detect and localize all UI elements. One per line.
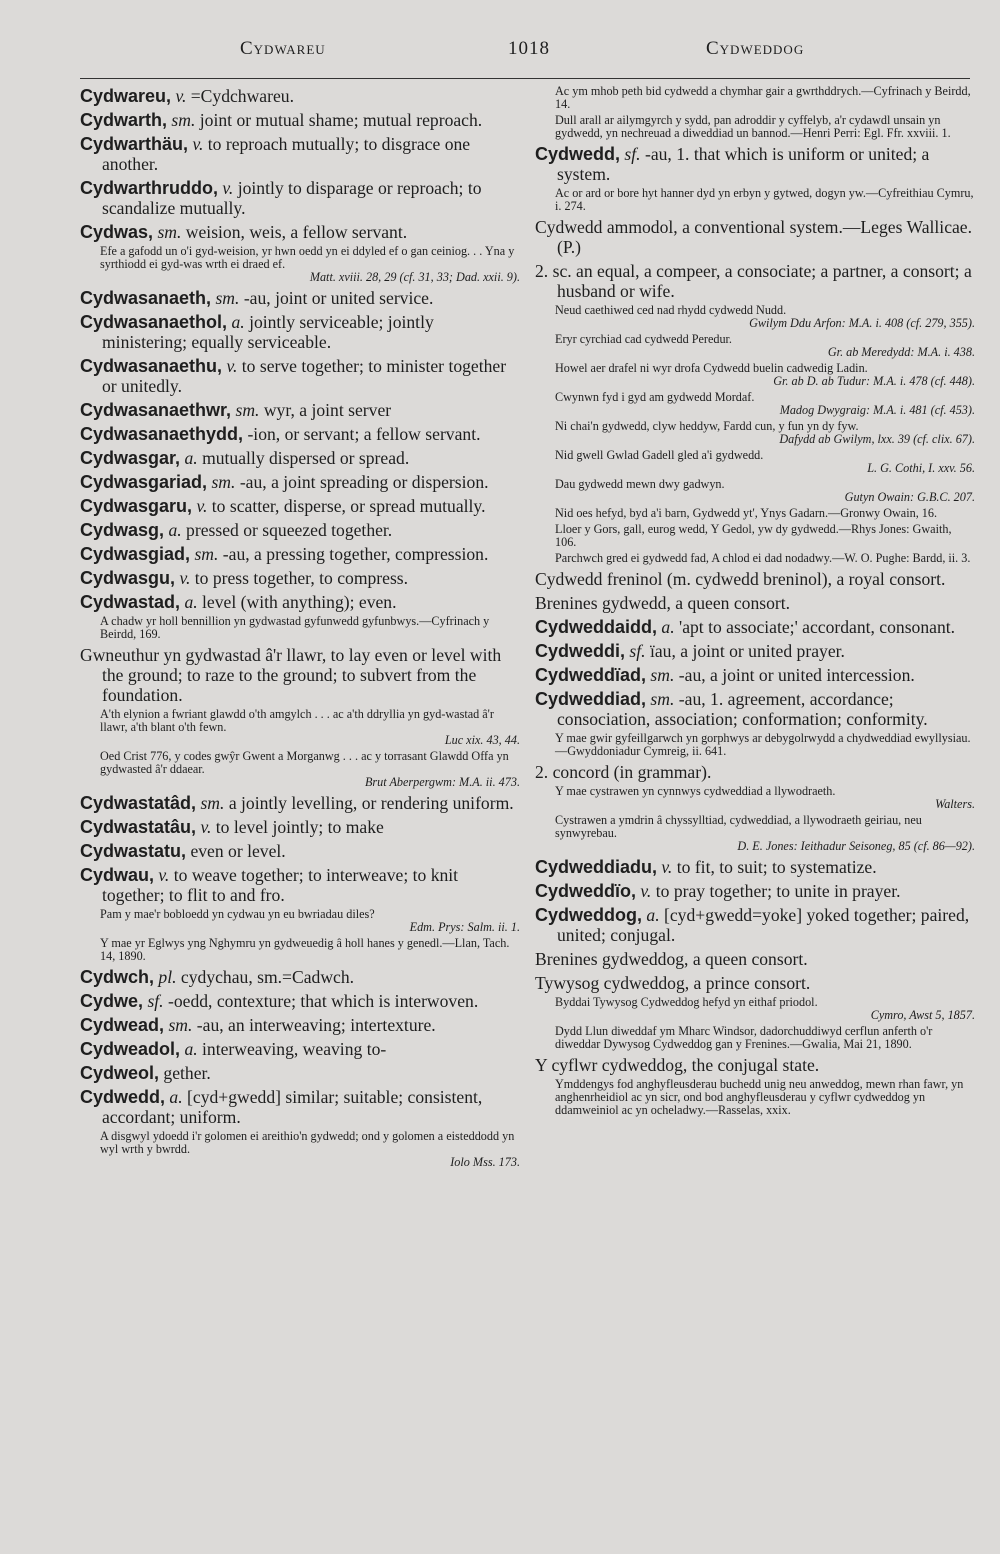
citation-text: Nid gwell Gwlad Gadell gled a'i gydwedd. bbox=[555, 448, 764, 462]
citation-source: Dafydd ab Gwilym, lxx. 39 (cf. clix. 67). bbox=[779, 432, 975, 446]
part-of-speech: sm. bbox=[235, 400, 260, 420]
part-of-speech: v. bbox=[175, 86, 187, 106]
headword: Cydwastatâu, bbox=[80, 817, 197, 837]
headword: Cydweadol, bbox=[80, 1039, 181, 1059]
part-of-speech: sf. bbox=[147, 991, 164, 1011]
phrase-entry: Gwneuthur yn gydwastad â'r llawr, to lay even or level with the ground; to raze to the ground; to subvert from the foundation. bbox=[80, 645, 502, 705]
citation-source: Iolo Mss. 173. bbox=[450, 1155, 520, 1169]
part-of-speech: sm. bbox=[168, 1015, 193, 1035]
definition: to weave together; to interweave; to knit together; to flit to and fro. bbox=[102, 865, 459, 905]
citation bbox=[535, 85, 975, 111]
part-of-speech: a. bbox=[184, 448, 198, 468]
dictionary-entry bbox=[80, 178, 520, 218]
phrase-entry: Brenines gydwedd, a queen consort. bbox=[535, 593, 791, 613]
running-head-left: Cydwareu bbox=[240, 38, 326, 59]
phrase-entry: Brenines gydweddog, a queen consort. bbox=[535, 949, 808, 969]
citation bbox=[535, 1078, 975, 1117]
dictionary-entry bbox=[80, 312, 520, 352]
citation-text: Ac ym mhob peth bid cydwedd a chymhar gair a gwrthddrych.—Cyfrinach y Beirdd, 14. bbox=[555, 84, 971, 111]
citation-text: Oed Crist 776, y codes gwŷr Gwent a Morganwg . . . ac y torrasant Glawdd Offa yn gydwasted â'r ddaear. bbox=[100, 749, 509, 776]
dictionary-entry bbox=[80, 841, 520, 861]
dictionary-entry bbox=[535, 857, 975, 877]
citation-text: Ymddengys fod anghyfleusderau buchedd unig neu anweddog, mewn rhan fawr, yn anghenrheidiol ac yn sicr, ond bod anghyfleusderau y cyflwr cydweddog yn ddamweiniol ac yn ocheladwy.—Rasselas, xxix. bbox=[555, 1077, 964, 1117]
headword: Cydwasgiad, bbox=[80, 544, 191, 564]
definition: [cyd+gwedd=yoke] yoked together; paired, united; conjugal. bbox=[557, 905, 970, 945]
dictionary-entry bbox=[80, 110, 520, 130]
dictionary-entry bbox=[80, 222, 520, 242]
definition: wyr, a joint server bbox=[263, 400, 392, 420]
definition: -au, 1. that which is uniform or united; a system. bbox=[557, 144, 930, 184]
dictionary-entry bbox=[535, 881, 975, 901]
definition: interweaving, weaving to- bbox=[202, 1039, 387, 1059]
part-of-speech: v. bbox=[200, 817, 212, 837]
headword: Cydwasg, bbox=[80, 520, 165, 540]
part-of-speech: v. bbox=[192, 134, 204, 154]
dictionary-entry bbox=[535, 689, 975, 729]
headword: Cydwead, bbox=[80, 1015, 165, 1035]
definition: to pray together; to unite in prayer. bbox=[655, 881, 901, 901]
citation bbox=[80, 245, 520, 271]
definition: a jointly levelling, or rendering uniform. bbox=[228, 793, 514, 813]
citation-source: Gutyn Owain: G.B.C. 207. bbox=[844, 490, 975, 504]
definition: =Cydchwareu. bbox=[190, 86, 294, 106]
citation bbox=[80, 708, 520, 734]
dictionary-entry bbox=[80, 793, 520, 813]
part-of-speech: sm. bbox=[211, 472, 236, 492]
page-number: 1018 bbox=[508, 38, 550, 59]
citation-text: Lloer y Gors, gall, eurog wedd, Y Gedol, yw dy gydwedd.—Rhys Jones: Gwaith, 106. bbox=[555, 522, 952, 549]
headword: Cydwarthruddo, bbox=[80, 178, 218, 198]
citation-text: Byddai Tywysog Cydweddog hefyd yn eithaf priodol. bbox=[555, 995, 818, 1009]
definition: to press together, to compress. bbox=[194, 568, 409, 588]
definition: -au, an interweaving; intertexture. bbox=[196, 1015, 436, 1035]
definition: joint or mutual shame; mutual reproach. bbox=[199, 110, 483, 130]
citation-text: Cystrawen a ymdrin â chyssylltiad, cydweddiad, a llywodraeth geiriau, neu synwyrebau. bbox=[555, 813, 922, 840]
citation-source: Gr. ab Meredydd: M.A. i. 438. bbox=[827, 345, 975, 359]
dictionary-entry bbox=[535, 641, 975, 661]
dictionary-entry bbox=[80, 991, 520, 1011]
definition: -ion, or servant; a fellow servant. bbox=[247, 424, 481, 444]
phrase-entry: 2. sc. an equal, a compeer, a consociate; a partner, a consort; a husband or wife. bbox=[535, 261, 972, 301]
left-column bbox=[80, 82, 520, 1169]
definition: -au, 1. agreement, accordance; consociation, association; conformation; conformity. bbox=[557, 689, 928, 729]
definition: weision, weis, a fellow servant. bbox=[185, 222, 408, 242]
headword: Cydwedd, bbox=[535, 144, 621, 164]
dictionary-entry bbox=[80, 1015, 520, 1035]
citation-text: Nid oes hefyd, byd a'i barn, Gydwedd yt', Ynys Gadarn.—Gronwy Owain, 16. bbox=[555, 506, 938, 520]
citation-source: Madog Dwygraig: M.A. i. 481 (cf. 453). bbox=[779, 403, 975, 417]
part-of-speech: a. bbox=[646, 905, 660, 925]
definition: to level jointly; to make bbox=[215, 817, 384, 837]
phrase-entry: Cydwedd ammodol, a conventional system.—Leges Wallicae. (P.) bbox=[535, 217, 973, 257]
dictionary-entry bbox=[80, 568, 520, 588]
definition: even or level. bbox=[190, 841, 286, 861]
dictionary-entry bbox=[80, 1039, 520, 1059]
headword: Cydwarth, bbox=[80, 110, 168, 130]
citation-text: Eryr cyrchiad cad cydwedd Peredur. bbox=[555, 332, 732, 346]
citation bbox=[80, 937, 520, 963]
dictionary-entry bbox=[80, 424, 520, 444]
running-head-right: Cydweddog bbox=[706, 38, 805, 59]
citation-source: Gwilym Ddu Arfon: M.A. i. 408 (cf. 279, 355). bbox=[749, 316, 975, 330]
citation-source: D. E. Jones: Ieithadur Seisoneg, 85 (cf. 86—92). bbox=[737, 839, 975, 853]
definition: -oedd, contexture; that which is interwoven. bbox=[167, 991, 479, 1011]
citation bbox=[80, 1130, 520, 1156]
headword: Cydweddïo, bbox=[535, 881, 637, 901]
citation-source: Luc xix. 43, 44. bbox=[444, 733, 520, 747]
dictionary-entry bbox=[535, 617, 975, 637]
headword: Cydwasanaeth, bbox=[80, 288, 212, 308]
headword: Cydwasgariad, bbox=[80, 472, 208, 492]
headword: Cydweddog, bbox=[535, 905, 642, 925]
part-of-speech: v. bbox=[196, 496, 208, 516]
phrase-entry: Tywysog cydweddog, a prince consort. bbox=[535, 973, 811, 993]
dictionary-entry bbox=[80, 817, 520, 837]
citation bbox=[535, 814, 975, 840]
part-of-speech: sm. bbox=[157, 222, 182, 242]
citation bbox=[535, 523, 975, 549]
headword: Cydwasanaethu, bbox=[80, 356, 223, 376]
part-of-speech: sm. bbox=[215, 288, 240, 308]
headword: Cydwasgaru, bbox=[80, 496, 193, 516]
headword: Cydwasgu, bbox=[80, 568, 176, 588]
dictionary-entry bbox=[80, 134, 520, 174]
headword: Cydwasanaethwr, bbox=[80, 400, 232, 420]
dictionary-entry bbox=[80, 400, 520, 420]
definition: [cyd+gwedd] similar; suitable; consistent, accordant; uniform. bbox=[102, 1087, 483, 1127]
dictionary-entry bbox=[80, 967, 520, 987]
headword: Cydweddïad, bbox=[535, 665, 647, 685]
definition: 'apt to associate;' accordant, consonant. bbox=[679, 617, 956, 637]
dictionary-entry bbox=[80, 356, 520, 396]
citation bbox=[80, 750, 520, 776]
citation-text: Ac or ard or bore hyt hanner dyd yn erbyn y gytwed, dogyn yw.—Cyfreithiau Cymru, i. 274. bbox=[555, 186, 974, 213]
dictionary-entry bbox=[80, 448, 520, 468]
headword: Cydwas, bbox=[80, 222, 154, 242]
headword: Cydwarthäu, bbox=[80, 134, 189, 154]
part-of-speech: v. bbox=[226, 356, 238, 376]
citation-text: Parchwch gred ei gydwedd fad, A chlod ei dad nodadwy.—W. O. Pughe: Bardd, ii. 3. bbox=[555, 551, 971, 565]
definition: to fit, to suit; to systematize. bbox=[676, 857, 877, 877]
part-of-speech: v. bbox=[158, 865, 170, 885]
definition: jointly serviceable; jointly ministering; equally serviceable. bbox=[102, 312, 434, 352]
citation-source: Edm. Prys: Salm. ii. 1. bbox=[409, 920, 520, 934]
citation bbox=[535, 507, 975, 520]
headword: Cydweddiadu, bbox=[535, 857, 658, 877]
definition: to serve together; to minister together or unitedly. bbox=[102, 356, 507, 396]
dictionary-entry bbox=[80, 520, 520, 540]
part-of-speech: a. bbox=[169, 1087, 183, 1107]
citation bbox=[80, 615, 520, 641]
headword: Cydweddi, bbox=[535, 641, 626, 661]
phrase-entry: Cydwedd freninol (m. cydwedd breninol), a royal consort. bbox=[535, 569, 946, 589]
dictionary-entry bbox=[535, 905, 975, 945]
part-of-speech: v. bbox=[222, 178, 234, 198]
part-of-speech: sm. bbox=[171, 110, 196, 130]
headword: Cydweol, bbox=[80, 1063, 160, 1083]
definition: -au, joint or united service. bbox=[243, 288, 434, 308]
citation bbox=[535, 552, 975, 565]
citation-text: Efe a gafodd un o'i gyd-weision, yr hwn oedd yn ei ddyled ef o gan ceiniog. . . Yna y syrthiodd ei gyd-was wrth ei draed ef. bbox=[100, 244, 515, 271]
header-rule bbox=[80, 78, 970, 79]
definition: cydychau, sm.=Cadwch. bbox=[180, 967, 355, 987]
citation-source: L. G. Cothi, I. xxv. 56. bbox=[867, 461, 975, 475]
citation-source: Gr. ab D. ab Tudur: M.A. i. 478 (cf. 448). bbox=[773, 374, 975, 388]
citation-text: Cwynwn fyd i gyd am gydwedd Mordaf. bbox=[555, 390, 755, 404]
headword: Cydwasgar, bbox=[80, 448, 181, 468]
citation-text: Y mae cystrawen yn cynnwys cydweddiad a llywodraeth. bbox=[555, 784, 836, 798]
headword: Cydwch, bbox=[80, 967, 155, 987]
dictionary-entry bbox=[535, 665, 975, 685]
definition: pressed or squeezed together. bbox=[186, 520, 393, 540]
part-of-speech: sm. bbox=[650, 689, 675, 709]
citation bbox=[535, 114, 975, 140]
headword: Cydweddaidd, bbox=[535, 617, 658, 637]
dictionary-entry bbox=[80, 1087, 520, 1127]
dictionary-entry bbox=[80, 496, 520, 516]
part-of-speech: sm. bbox=[650, 665, 675, 685]
dictionary-entry bbox=[80, 86, 520, 106]
citation bbox=[535, 1025, 975, 1051]
headword: Cydwastatu, bbox=[80, 841, 187, 861]
headword: Cydwasanaethol, bbox=[80, 312, 228, 332]
definition: to reproach mutually; to disgrace one another. bbox=[102, 134, 471, 174]
dictionary-entry bbox=[80, 865, 520, 905]
citation-text: Ni chai'n gydwedd, clyw heddyw, Fardd cun, y fun yn dy fyw. bbox=[555, 419, 859, 433]
part-of-speech: sm. bbox=[194, 544, 219, 564]
citation bbox=[535, 785, 975, 798]
definition: jointly to disparage or reproach; to scandalize mutually. bbox=[102, 178, 482, 218]
phrase-entry: Y cyflwr cydweddog, the conjugal state. bbox=[535, 1055, 820, 1075]
citation bbox=[535, 732, 975, 758]
part-of-speech: a. bbox=[184, 1039, 198, 1059]
definition: -au, a joint or united intercession. bbox=[678, 665, 915, 685]
headword: Cydweddiad, bbox=[535, 689, 647, 709]
citation-text: Pam y mae'r bobloedd yn cydwau yn eu bwriadau diles? bbox=[100, 907, 375, 921]
headword: Cydwareu, bbox=[80, 86, 172, 106]
definition: -au, a joint spreading or dispersion. bbox=[239, 472, 489, 492]
citation-text: A disgwyl ydoedd i'r golomen ei areithio'n gydwedd; ond y golomen a eisteddodd yn wyl wrth y bwrdd. bbox=[100, 1129, 515, 1156]
citation-text: Neud caethiwed ced nad rhydd cydwedd Nudd. bbox=[555, 303, 787, 317]
part-of-speech: a. bbox=[168, 520, 182, 540]
citation-text: Y mae gwir gyfeillgarwch yn gorphwys ar debygolrwydd a chydweddiad ewyllysiau.—Gwyddoniadur Cymreig, ii. 641. bbox=[555, 731, 971, 758]
definition: to scatter, disperse, or spread mutually. bbox=[211, 496, 486, 516]
headword: Cydwe, bbox=[80, 991, 144, 1011]
citation-source: Brut Aberpergwm: M.A. ii. 473. bbox=[364, 775, 520, 789]
part-of-speech: v. bbox=[179, 568, 191, 588]
headword: Cydwastatâd, bbox=[80, 793, 197, 813]
part-of-speech: v. bbox=[640, 881, 652, 901]
citation-text: Dau gydwedd mewn dwy gadwyn. bbox=[555, 477, 725, 491]
part-of-speech: sf. bbox=[624, 144, 641, 164]
definition: mutually dispersed or spread. bbox=[202, 448, 410, 468]
dictionary-entry bbox=[80, 472, 520, 492]
headword: Cydwastad, bbox=[80, 592, 181, 612]
definition: level (with anything); even. bbox=[202, 592, 397, 612]
dictionary-entry bbox=[80, 1063, 520, 1083]
part-of-speech: sf. bbox=[629, 641, 646, 661]
headword: Cydwau, bbox=[80, 865, 155, 885]
citation bbox=[535, 187, 975, 213]
citation-text: A chadw yr holl bennillion yn gydwastad gyfunwedd gyfunbwys.—Cyfrinach y Beirdd, 169. bbox=[100, 614, 490, 641]
part-of-speech: sm. bbox=[200, 793, 225, 813]
headword: Cydwasanaethydd, bbox=[80, 424, 244, 444]
citation-source: Cymro, Awst 5, 1857. bbox=[870, 1008, 975, 1022]
part-of-speech: v. bbox=[661, 857, 673, 877]
dictionary-entry bbox=[80, 592, 520, 612]
headword: Cydwedd, bbox=[80, 1087, 166, 1107]
part-of-speech: pl. bbox=[158, 967, 177, 987]
phrase-entry: 2. concord (in grammar). bbox=[535, 762, 712, 782]
citation-text: Dull arall ar ailymgyrch y sydd, pan adroddir y cyffelyb, a'r cydawdl unsain yn gydwedd, yn nechreuad a diweddiad un bannod.—Henri Perri: Egl. Ffr. xxviii. 1. bbox=[555, 113, 951, 140]
citation-text: Dydd Llun diweddaf ym Mharc Windsor, dadorchuddiwyd cerflun anferth o'r diweddar Dywysog Cydweddog gan y Frenines.—Gwalia, Mai 21, 1890. bbox=[555, 1024, 933, 1051]
definition: ïau, a joint or united prayer. bbox=[649, 641, 845, 661]
citation-text: A'th elynion a fwriant glawdd o'th amgylch . . . ac a'th ddryllia yn gyd-wastad â'r llawr, a'th blant o'th fewn. bbox=[100, 707, 494, 734]
right-column bbox=[535, 82, 975, 1117]
citation-text: Howel aer drafel ni wyr drofa Cydwedd buelin cadwedig Ladin. bbox=[555, 361, 868, 375]
part-of-speech: a. bbox=[184, 592, 198, 612]
part-of-speech: a. bbox=[231, 312, 245, 332]
citation-source: Walters. bbox=[935, 797, 975, 811]
dictionary-entry bbox=[535, 144, 975, 184]
dictionary-entry bbox=[80, 288, 520, 308]
definition: -au, a pressing together, compression. bbox=[222, 544, 489, 564]
citation-source: Matt. xviii. 28, 29 (cf. 31, 33; Dad. xxii. 9). bbox=[309, 270, 520, 284]
dictionary-entry bbox=[80, 544, 520, 564]
definition: gether. bbox=[163, 1063, 211, 1083]
citation-text: Y mae yr Eglwys yng Nghymru yn gydweuedig â holl hanes y genedl.—Llan, Tach. 14, 1890. bbox=[100, 936, 510, 963]
part-of-speech: a. bbox=[661, 617, 675, 637]
